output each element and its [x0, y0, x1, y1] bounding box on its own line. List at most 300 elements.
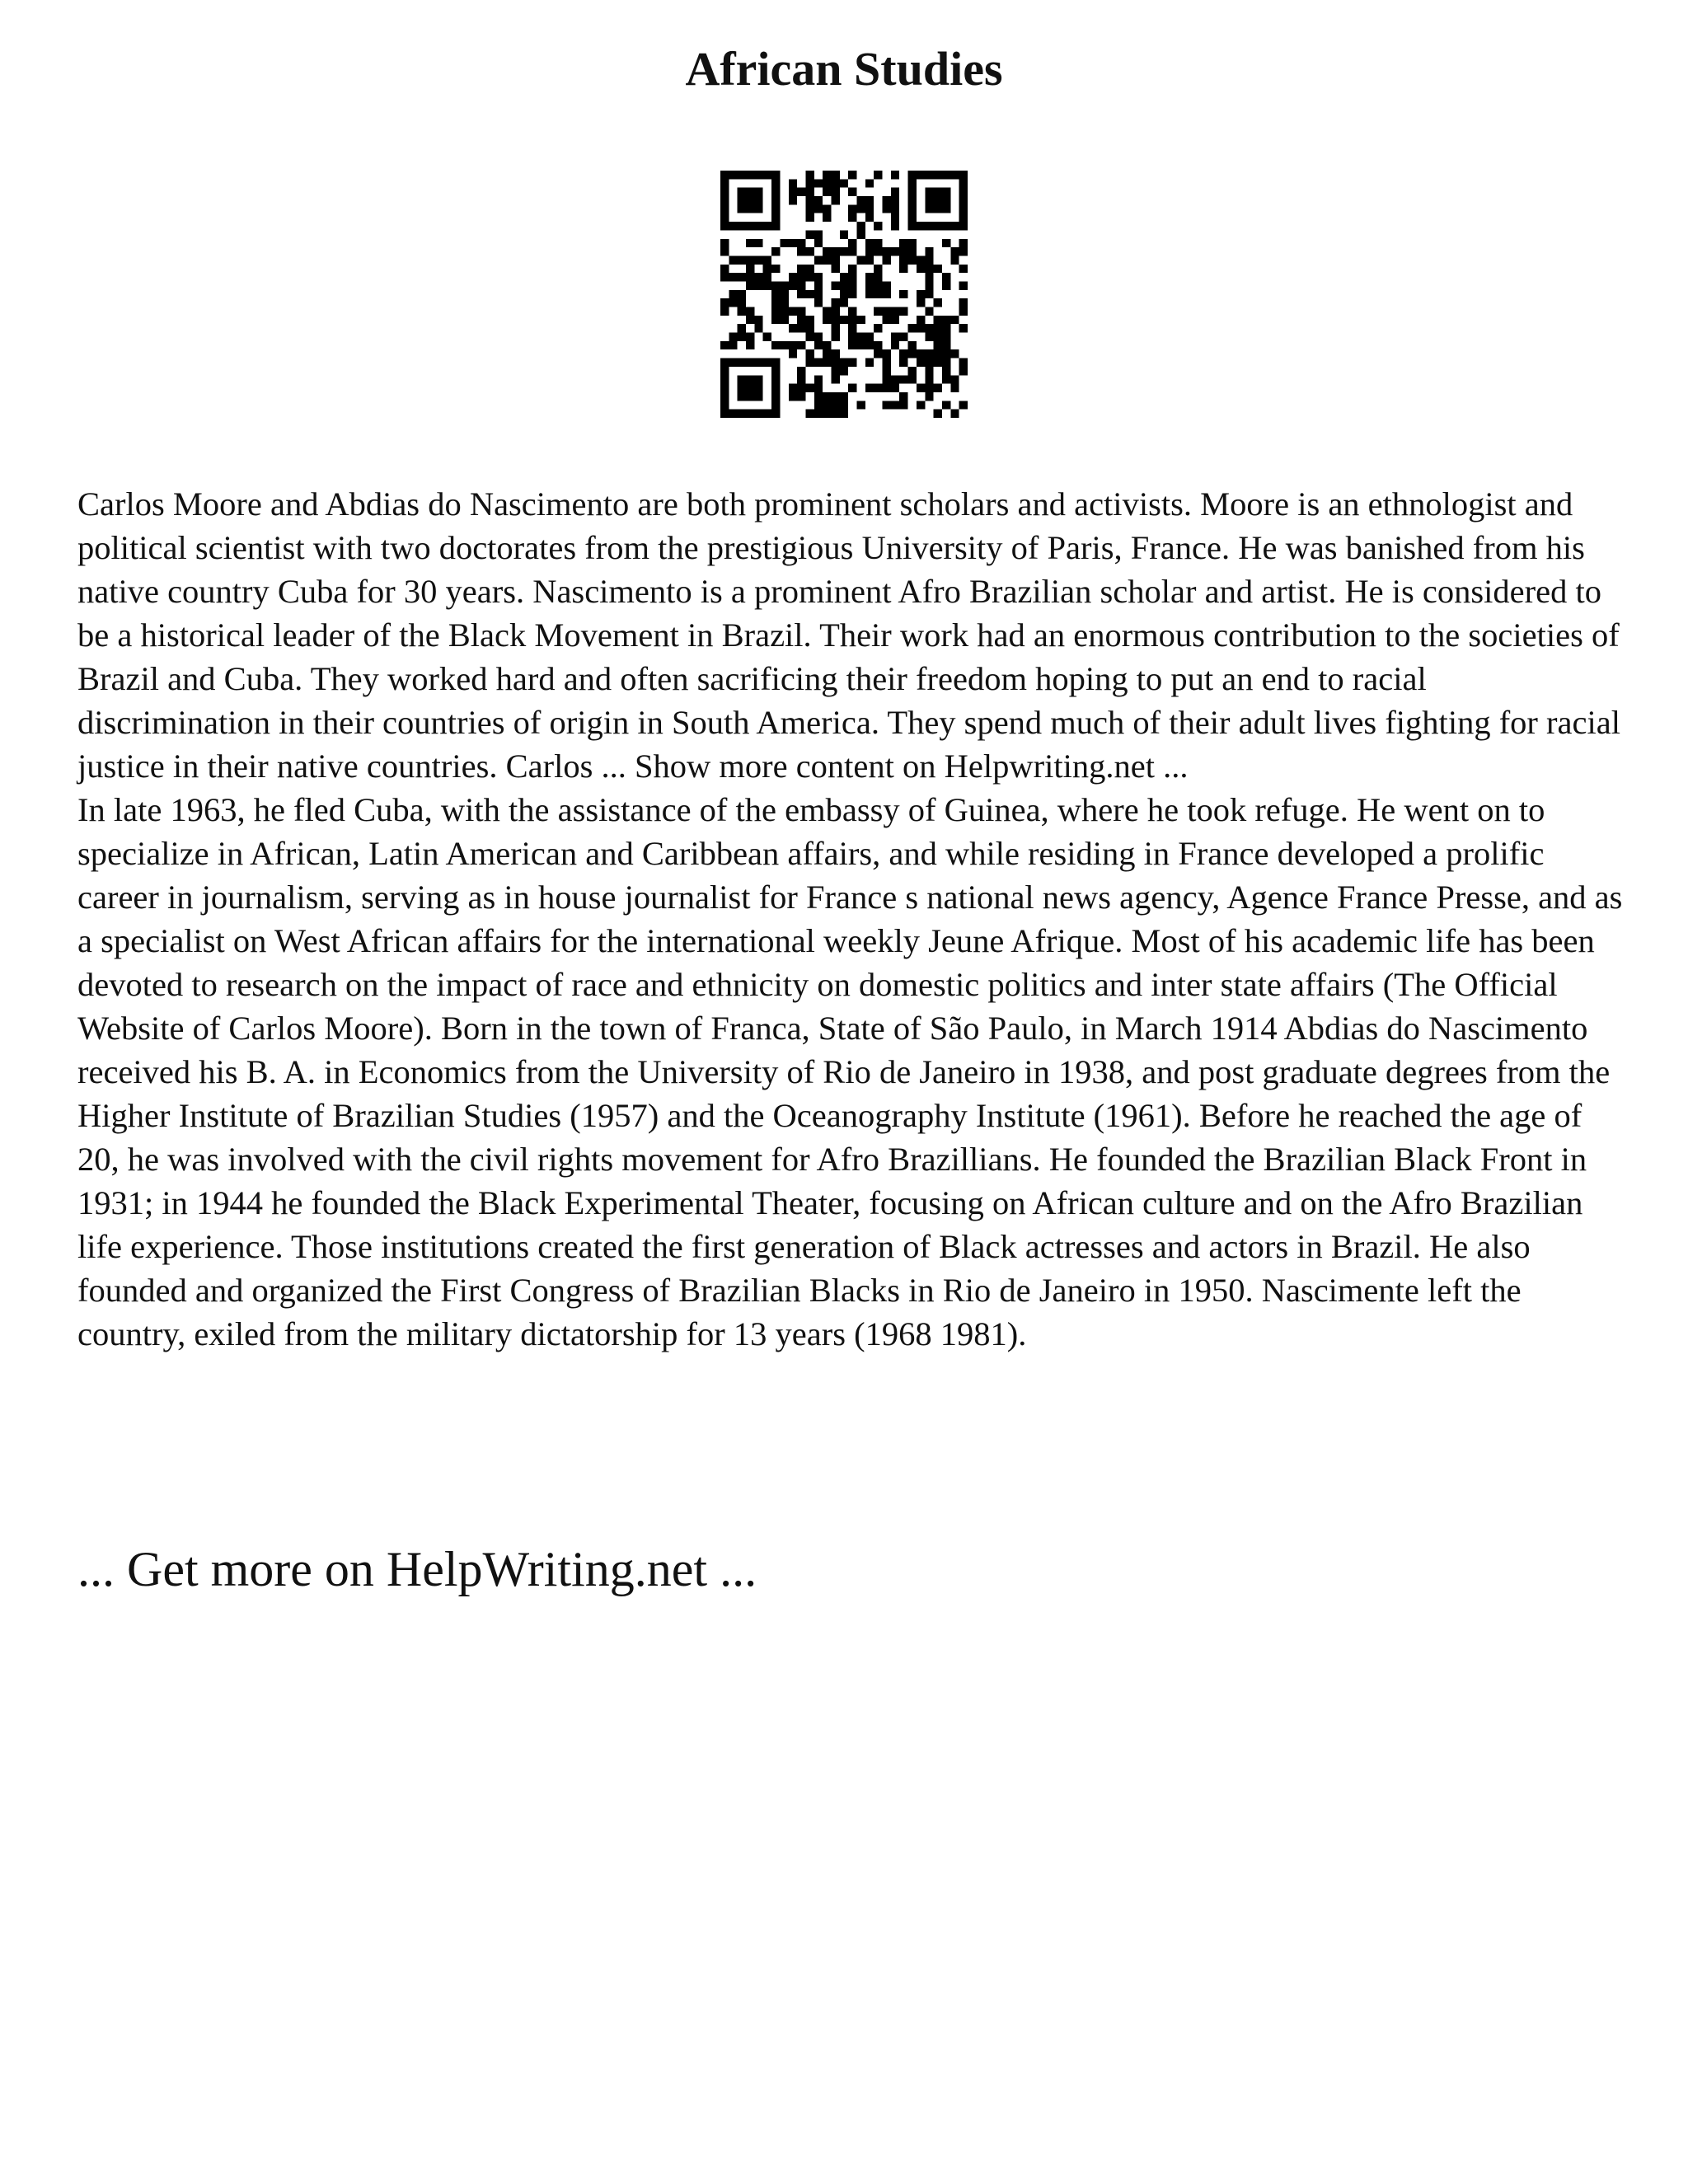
qr-module: [805, 384, 814, 392]
qr-module: [899, 333, 907, 341]
qr-module: [934, 384, 942, 392]
qr-module: [720, 341, 729, 349]
qr-module: [874, 324, 882, 332]
qr-module: [925, 281, 933, 289]
qr-module: [857, 230, 865, 238]
qr-module: [874, 171, 882, 179]
qr-module: [883, 281, 891, 289]
qr-module: [823, 171, 831, 179]
qr-module: [814, 204, 823, 213]
qr-module: [942, 281, 950, 289]
qr-module: [720, 307, 729, 316]
qr-module: [848, 239, 856, 247]
qr-module: [805, 333, 814, 341]
qr-module: [883, 349, 891, 358]
qr-module: [831, 316, 839, 324]
qr-module: [950, 349, 959, 358]
qr-module: [917, 255, 925, 264]
qr-module: [925, 333, 933, 341]
qr-module: [891, 384, 899, 392]
qr-module: [917, 298, 925, 307]
qr-module: [763, 281, 771, 289]
qr-module: [908, 222, 968, 230]
qr-module: [771, 307, 780, 316]
qr-module: [865, 273, 874, 281]
qr-module: [814, 410, 823, 418]
qr-module: [942, 401, 950, 409]
qr-module: [814, 401, 823, 409]
qr-module: [865, 281, 874, 289]
qr-module: [874, 273, 882, 281]
qr-module: [959, 239, 968, 247]
qr-module: [814, 290, 823, 298]
qr-module: [771, 265, 780, 273]
qr-module: [917, 265, 925, 273]
qr-module: [917, 316, 925, 324]
qr-module: [925, 359, 933, 367]
qr-module: [874, 265, 882, 273]
qr-module: [789, 392, 797, 401]
qr-module: [883, 316, 891, 324]
qr-module: [891, 316, 899, 324]
qr-module: [823, 255, 831, 264]
qr-module: [891, 204, 899, 213]
qr-module: [720, 359, 780, 367]
qr-module: [729, 333, 737, 341]
article-body: [77, 482, 1627, 1356]
qr-module: [908, 349, 917, 358]
qr-module: [925, 273, 933, 281]
qr-module: [805, 265, 814, 273]
qr-module: [823, 392, 831, 401]
qr-module: [848, 204, 856, 213]
qr-module: [771, 359, 780, 418]
qr-module: [797, 239, 805, 247]
qr-module: [908, 324, 917, 332]
qr-code-icon[interactable]: [720, 171, 968, 418]
qr-module: [883, 255, 891, 264]
qr-module: [959, 401, 968, 409]
qr-module: [831, 265, 839, 273]
qr-module: [823, 247, 831, 255]
qr-module: [805, 188, 814, 196]
qr-module: [780, 307, 788, 316]
qr-module: [908, 171, 917, 230]
qr-module: [865, 196, 874, 204]
qr-module: [899, 359, 907, 367]
qr-module: [925, 307, 933, 316]
qr-module: [848, 213, 856, 222]
qr-module: [899, 375, 907, 383]
qr-module: [789, 281, 797, 289]
qr-module: [840, 298, 848, 307]
qr-module: [857, 401, 865, 409]
qr-module: [780, 341, 788, 349]
qr-module: [771, 247, 780, 255]
qr-module: [814, 230, 823, 238]
qr-module: [950, 410, 959, 418]
qr-module: [789, 239, 797, 247]
qr-module: [865, 247, 874, 255]
qr-module: [720, 298, 729, 307]
qr-module: [942, 239, 950, 247]
qr-module: [746, 239, 754, 247]
qr-module: [763, 333, 771, 341]
qr-module: [848, 171, 856, 179]
qr-module: [720, 359, 729, 418]
qr-module: [840, 359, 848, 367]
qr-module: [805, 230, 814, 238]
qr-module: [925, 349, 933, 358]
qr-module: [789, 341, 797, 349]
qr-module: [797, 392, 805, 401]
qr-module: [746, 307, 754, 316]
qr-module: [942, 324, 950, 332]
qr-module: [797, 265, 805, 273]
qr-module: [857, 204, 865, 213]
qr-module: [925, 188, 950, 213]
qr-module: [754, 316, 762, 324]
qr-module: [831, 324, 839, 332]
qr-module: [729, 290, 737, 298]
get-more-link[interactable]: ... Get more on HelpWriting.net ...: [77, 1542, 757, 1596]
qr-module: [831, 375, 839, 383]
qr-module: [934, 341, 942, 349]
qr-module: [814, 359, 823, 367]
qr-module: [950, 316, 959, 324]
qr-module: [848, 188, 856, 196]
qr-module: [840, 367, 848, 375]
qr-module: [848, 273, 856, 281]
qr-module: [891, 247, 899, 255]
qr-module: [883, 367, 891, 375]
qr-module: [840, 230, 848, 238]
qr-module: [959, 367, 968, 375]
qr-module: [942, 333, 950, 341]
qr-module: [814, 196, 823, 204]
page-title: African Studies: [685, 42, 1003, 96]
qr-code-graphic: [720, 171, 968, 418]
qr-module: [848, 247, 856, 255]
qr-module: [754, 324, 762, 332]
qr-module: [942, 367, 950, 375]
qr-module: [771, 316, 780, 324]
qr-module: [746, 281, 754, 289]
qr-module: [865, 333, 874, 341]
qr-module: [891, 375, 899, 383]
qr-module: [874, 290, 882, 298]
qr-module: [771, 171, 780, 230]
qr-module: [814, 179, 823, 187]
qr-module: [891, 196, 899, 204]
qr-module: [814, 298, 823, 307]
qr-module: [823, 316, 831, 324]
qr-module: [925, 367, 933, 375]
qr-module: [746, 265, 754, 273]
qr-module: [891, 341, 899, 349]
qr-module: [823, 307, 831, 316]
qr-module: [874, 222, 882, 230]
qr-module: [805, 273, 814, 281]
qr-module: [959, 298, 968, 307]
qr-module: [908, 367, 917, 375]
qr-module: [831, 307, 839, 316]
qr-module: [917, 324, 925, 332]
qr-module: [797, 281, 805, 289]
qr-module: [959, 171, 968, 230]
qr-module: [934, 333, 942, 341]
qr-module: [771, 290, 780, 298]
qr-module: [874, 349, 882, 358]
qr-module: [908, 375, 917, 383]
qr-module: [925, 384, 933, 392]
qr-module: [865, 384, 874, 392]
qr-module: [797, 247, 805, 255]
qr-module: [771, 341, 780, 349]
qr-module: [917, 349, 925, 358]
qr-module: [874, 247, 882, 255]
qr-module: [857, 255, 865, 264]
qr-module: [789, 307, 797, 316]
qr-module: [874, 341, 882, 349]
qr-module: [848, 359, 856, 367]
qr-module: [934, 324, 942, 332]
qr-module: [805, 204, 814, 213]
qr-module: [831, 410, 839, 418]
qr-module: [908, 239, 917, 247]
qr-module: [780, 281, 788, 289]
qr-module: [831, 196, 839, 204]
qr-module: [840, 392, 848, 401]
qr-module: [763, 255, 771, 264]
qr-module: [917, 401, 925, 409]
qr-module: [883, 196, 891, 204]
qr-module: [746, 273, 754, 281]
qr-module: [917, 290, 925, 298]
qr-module: [797, 384, 805, 392]
qr-module: [942, 375, 950, 383]
qr-module: [917, 384, 925, 392]
qr-module: [789, 196, 797, 204]
qr-module: [883, 247, 891, 255]
qr-module: [874, 281, 882, 289]
qr-module: [780, 298, 788, 307]
qr-module: [720, 247, 729, 255]
qr-module: [883, 401, 891, 409]
paragraph-1: Carlos Moore and Abdias do Nascimento are both prominent scholars and activists. Moore is an ethnologist and political scientist with two doctorates from the prestigious University of Paris, France. He was banished from his native country Cuba for 30 years. Nascimento is a prominent Afro Brazilian scholar and artist. He is considered to be a historical leader of the Black Movement in Brazil. Their work had an enormous contribution to the societies of Brazil and Cuba. They worked hard and often sacrificing their freedom hoping to put an end to racial discrimination in their countries of origin in South America. They spend much of their adult lives fighting for racial justice in their native countries. Carlos ... Show more content on Helpwriting.net ...: [77, 485, 1620, 785]
qr-module: [831, 392, 839, 401]
qr-module: [865, 255, 874, 264]
qr-module: [720, 273, 729, 281]
qr-module: [805, 410, 814, 418]
qr-module: [738, 255, 746, 264]
qr-module: [797, 316, 805, 324]
qr-module: [738, 188, 763, 213]
qr-module: [738, 298, 746, 307]
qr-module: [831, 349, 839, 358]
qr-module: [883, 359, 891, 367]
qr-module: [959, 324, 968, 332]
qr-module: [720, 222, 780, 230]
qr-module: [959, 359, 968, 367]
qr-module: [908, 171, 968, 179]
qr-module: [823, 341, 831, 349]
qr-module: [823, 401, 831, 409]
qr-module: [789, 188, 797, 196]
qr-module: [865, 204, 874, 213]
qr-module: [823, 179, 831, 187]
qr-module: [763, 265, 771, 273]
qr-module: [831, 247, 839, 255]
qr-module: [746, 333, 754, 341]
qr-module: [848, 324, 856, 332]
qr-module: [865, 290, 874, 298]
qr-module: [814, 341, 823, 349]
qr-module: [899, 255, 907, 264]
qr-module: [831, 188, 839, 196]
qr-module: [891, 188, 899, 196]
qr-module: [797, 290, 805, 298]
qr-module: [908, 341, 917, 349]
qr-module: [891, 213, 899, 222]
qr-module: [797, 375, 805, 383]
qr-module: [720, 410, 780, 418]
qr-module: [950, 384, 959, 392]
qr-module: [883, 307, 891, 316]
qr-module: [925, 324, 933, 332]
qr-module: [925, 265, 933, 273]
qr-module: [746, 316, 754, 324]
qr-module: [720, 239, 729, 247]
qr-module: [729, 273, 737, 281]
qr-module: [831, 401, 839, 409]
qr-module: [797, 367, 805, 375]
qr-module: [848, 265, 856, 273]
qr-module: [925, 247, 933, 255]
qr-module: [823, 410, 831, 418]
qr-module: [789, 324, 797, 332]
qr-module: [805, 359, 814, 367]
qr-module: [934, 349, 942, 358]
qr-module: [738, 375, 763, 401]
qr-module: [865, 341, 874, 349]
qr-module: [729, 298, 737, 307]
qr-module: [831, 281, 839, 289]
qr-module: [908, 247, 917, 255]
qr-module: [831, 359, 839, 367]
qr-module: [840, 179, 848, 187]
qr-module: [891, 333, 899, 341]
qr-module: [780, 239, 788, 247]
qr-module: [942, 359, 950, 367]
qr-module: [797, 188, 805, 196]
qr-module: [805, 316, 814, 324]
qr-module: [840, 290, 848, 298]
qr-module: [950, 247, 959, 255]
qr-module: [942, 341, 950, 349]
qr-module: [840, 316, 848, 324]
qr-module: [891, 222, 899, 230]
qr-module: [805, 171, 814, 179]
qr-module: [857, 222, 865, 230]
qr-module: [823, 359, 831, 367]
qr-module: [891, 171, 899, 179]
qr-module: [925, 392, 933, 401]
qr-module: [865, 179, 874, 187]
qr-module: [942, 316, 950, 324]
qr-module: [746, 341, 754, 349]
qr-module: [771, 281, 780, 289]
qr-module: [874, 307, 882, 316]
qr-module: [738, 307, 746, 316]
qr-module: [814, 255, 823, 264]
qr-module: [823, 213, 831, 222]
qr-module: [883, 290, 891, 298]
qr-module: [814, 384, 823, 392]
qr-module: [857, 196, 865, 204]
qr-module: [959, 265, 968, 273]
qr-module: [738, 290, 746, 298]
qr-module: [865, 213, 874, 222]
qr-module: [754, 273, 762, 281]
qr-module: [899, 349, 907, 358]
qr-module: [925, 375, 933, 383]
qr-module: [840, 410, 848, 418]
qr-module: [959, 307, 968, 316]
qr-module: [789, 273, 797, 281]
qr-module: [891, 307, 899, 316]
qr-module: [789, 179, 797, 187]
qr-module: [805, 196, 814, 204]
qr-module: [891, 401, 899, 409]
qr-module: [959, 281, 968, 289]
qr-module: [934, 298, 942, 307]
qr-module: [883, 384, 891, 392]
qr-module: [899, 401, 907, 409]
qr-module: [823, 204, 831, 213]
qr-module: [754, 281, 762, 289]
qr-module: [857, 316, 865, 324]
qr-module: [805, 349, 814, 358]
qr-module: [780, 316, 788, 324]
paragraph-2: In late 1963, he fled Cuba, with the assistance of the embassy of Guinea, where he took refuge. He went on to specialize in African, Latin American and Caribbean affairs, and while residing in France developed a prolific career in journalism, serving as in house journalist for France s national news agency, Agence France Presse, and as a specialist on West African affairs for the international weekly Jeune Afrique. Most of his academic life has been devoted to research on the impact of race and ethnicity on domestic politics and inter state affairs (The Official Website of Carlos Moore). Born in the town of Franca, State of São Paulo, in March 1914 Abdias do Nascimento received his B. A. in Economics from the University of Rio de Janeiro in 1938, and post graduate degrees from the Higher Institute of Brazilian Studies (1957) and the Oceanography Institute (1961). Before he reached the age of 20, he was involved with the civil rights movement for Afro Brazillians. He founded the Brazilian Black Front in 1931; in 1944 he founded the Black Experimental Theater, focusing on African culture and on the Afro Brazilian life experience. Those institutions created the first generation of Black actresses and actors in Brazil. He also founded and organized the First Congress of Brazilian Blacks in Rio de Janeiro in 1950. Nascimente left the country, exiled from the military dictatorship for 13 years (1968 1981).: [77, 791, 1623, 1352]
qr-module: [840, 401, 848, 409]
qr-module: [729, 255, 737, 264]
qr-module: [805, 179, 814, 187]
qr-module: [942, 273, 950, 281]
qr-module: [720, 265, 729, 273]
qr-module: [874, 384, 882, 392]
qr-module: [848, 290, 856, 298]
qr-module: [925, 255, 933, 264]
qr-module: [840, 247, 848, 255]
qr-module: [831, 255, 839, 264]
qr-module: [823, 188, 831, 196]
qr-module: [797, 307, 805, 316]
qr-module: [848, 316, 856, 324]
qr-module: [934, 265, 942, 273]
qr-module: [814, 375, 823, 383]
qr-module: [814, 239, 823, 247]
qr-module: [857, 341, 865, 349]
qr-module: [797, 324, 805, 332]
qr-module: [797, 273, 805, 281]
qr-module: [789, 349, 797, 358]
qr-module: [831, 171, 839, 179]
qr-module: [814, 392, 823, 401]
qr-module: [814, 281, 823, 289]
qr-module: [754, 239, 762, 247]
